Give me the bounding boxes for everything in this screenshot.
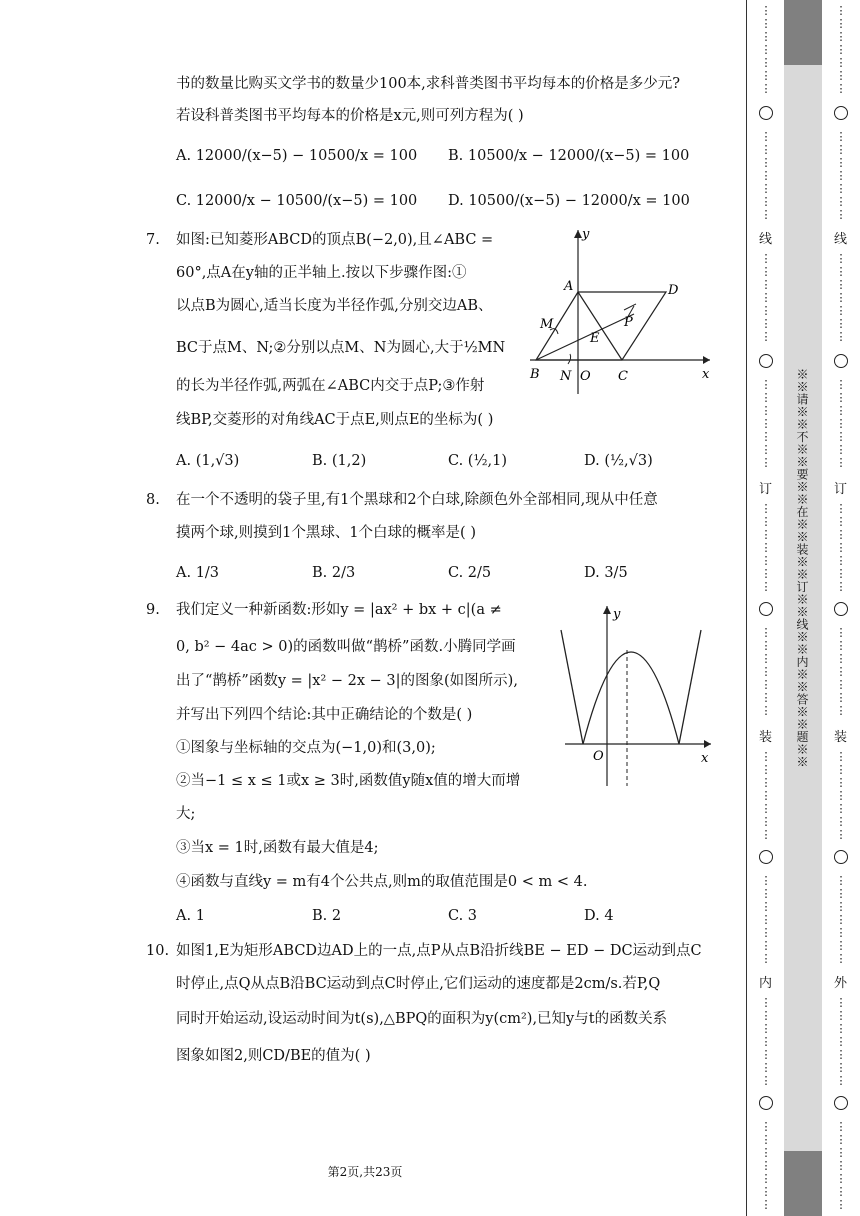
q10-line-4: 图象如图2,则CD/BE的值为( ): [176, 1048, 371, 1064]
label-a: A: [564, 279, 574, 294]
dots-3: ⋮ ⋮ ⋮ ⋮ ⋮ ⋮ ⋮: [760, 252, 772, 343]
q9-line-5: ①图象与坐标轴的交点为(−1,0)和(3,0);: [176, 740, 436, 756]
q10-number: 10.: [146, 943, 170, 959]
circle-mark: [759, 602, 773, 616]
dots-11: ⋮ ⋮ ⋮ ⋮ ⋮ ⋮ ⋮: [835, 4, 847, 95]
dots-19: ⋮ ⋮ ⋮ ⋮ ⋮ ⋮ ⋮: [835, 996, 847, 1087]
dots-5: ⋮ ⋮ ⋮ ⋮ ⋮ ⋮ ⋮: [760, 502, 772, 593]
page-footer: 第2页,共23页: [327, 1165, 403, 1179]
q9-label-y: y: [613, 607, 621, 622]
mark-bind: 装: [759, 730, 773, 745]
circle-mark: [759, 354, 773, 368]
binding-strip-warning: [784, 0, 823, 1216]
dots-7: ⋮ ⋮ ⋮ ⋮ ⋮ ⋮ ⋮: [760, 750, 772, 841]
dots-12: ⋮ ⋮ ⋮ ⋮ ⋮ ⋮ ⋮: [835, 130, 847, 221]
label-o: O: [580, 369, 591, 384]
strip-cap-bottom: [784, 1151, 822, 1216]
dots-20: ⋮ ⋮ ⋮ ⋮ ⋮ ⋮ ⋮: [835, 1120, 847, 1211]
q9-line-3: 出了“鹊桥”函数y = |x² − 2x − 3|的图象(如图所示),: [176, 673, 518, 689]
circle-mark: [759, 850, 773, 864]
mark-bind-outer: 装: [834, 730, 848, 745]
mark-line: 线: [759, 232, 773, 247]
label-d: D: [668, 283, 679, 298]
q7-line-3: 以点B为圆心,适当长度为半径作弧,分别交边AB、: [176, 298, 493, 314]
q6-line-1: 书的数量比购买文学书的数量少100本,求科普类图书平均每本的价格是多少元?: [176, 76, 681, 92]
mark-order-outer: 订: [834, 482, 848, 497]
q7-option-a[interactable]: A. (1,√3): [176, 453, 240, 469]
q9-label-o: O: [593, 749, 604, 764]
quebridge-graph: [555, 600, 715, 790]
mark-order: 订: [759, 482, 773, 497]
mark-inner: 内: [759, 976, 773, 991]
label-m: M: [540, 317, 554, 332]
no-answer-warning: ※※请※※不※※要※※在※※装※※订※※线※※内※※答※※题※※: [795, 368, 809, 768]
q9-option-c[interactable]: C. 3: [448, 908, 478, 924]
dots-6: ⋮ ⋮ ⋮ ⋮ ⋮ ⋮ ⋮: [760, 626, 772, 717]
q7-line-6: 线BP,交菱形的对角线AC于点E,则点E的坐标为( ): [176, 412, 494, 428]
q9-line-2: 0, b² − 4ac > 0)的函数叫做“鹊桥”函数.小腾同学画: [176, 639, 516, 655]
dots-17: ⋮ ⋮ ⋮ ⋮ ⋮ ⋮ ⋮: [835, 750, 847, 841]
q6-option-c[interactable]: C. 12000/x − 10500/(x−5) = 100: [176, 193, 418, 209]
label-y: y: [582, 227, 590, 242]
q9-line-4: 并写出下列四个结论:其中正确结论的个数是( ): [176, 707, 473, 723]
q8-option-b[interactable]: B. 2/3: [312, 565, 356, 581]
circle-mark: [759, 1096, 773, 1110]
circle-mark: [834, 602, 848, 616]
circle-mark: [834, 850, 848, 864]
q10-line-2: 时停止,点Q从点B沿BC运动到点C时停止,它们运动的速度都是2cm/s.若P,Q: [176, 976, 661, 992]
q7-option-d[interactable]: D. (½,√3): [584, 453, 653, 469]
q7-line-2: 60°,点A在y轴的正半轴上.按以下步骤作图:①: [176, 265, 467, 281]
q10-line-1: 如图1,E为矩形ABCD边AD上的一点,点P从点B沿折线BE − ED − DC运动到点C: [176, 943, 702, 959]
q6-option-d[interactable]: D. 10500/(x−5) − 12000/x = 100: [448, 193, 690, 209]
circle-mark: [834, 106, 848, 120]
q7-line-4: BC于点M、N;②分别以点M、N为圆心,大于½MN: [176, 340, 506, 356]
dots-16: ⋮ ⋮ ⋮ ⋮ ⋮ ⋮ ⋮: [835, 626, 847, 717]
q8-option-a[interactable]: A. 1/3: [176, 565, 220, 581]
q8-option-c[interactable]: C. 2/5: [448, 565, 492, 581]
dots-18: ⋮ ⋮ ⋮ ⋮ ⋮ ⋮ ⋮: [835, 874, 847, 965]
q9-option-d[interactable]: D. 4: [584, 908, 614, 924]
label-n: N: [560, 369, 572, 384]
q9-line-9: ④函数与直线y = m有4个公共点,则m的取值范围是0 < m < 4.: [176, 874, 588, 890]
circle-mark: [834, 1096, 848, 1110]
dots-8: ⋮ ⋮ ⋮ ⋮ ⋮ ⋮ ⋮: [760, 874, 772, 965]
label-b: B: [530, 367, 540, 382]
label-x: x: [702, 367, 710, 382]
q8-line-1: 在一个不透明的袋子里,有1个黑球和2个白球,除颜色外全部相同,现从中任意: [176, 492, 658, 508]
binding-strip-outer: [822, 0, 860, 1216]
binding-strip-inner: [746, 0, 786, 1216]
q9-line-8: ③当x = 1时,函数有最大值是4;: [176, 840, 379, 856]
dots-14: ⋮ ⋮ ⋮ ⋮ ⋮ ⋮ ⋮: [835, 378, 847, 469]
label-c: C: [618, 369, 628, 384]
mark-line-outer: 线: [834, 232, 848, 247]
dots-4: ⋮ ⋮ ⋮ ⋮ ⋮ ⋮ ⋮: [760, 378, 772, 469]
q6-line-2: 若设科普类图书平均每本的价格是x元,则可列方程为( ): [176, 108, 524, 124]
mark-outer: 外: [834, 976, 848, 991]
label-p: P: [624, 315, 633, 330]
rhombus-figure: [520, 226, 720, 396]
q6-option-b[interactable]: B. 10500/x − 12000/(x−5) = 100: [448, 148, 690, 164]
dots-15: ⋮ ⋮ ⋮ ⋮ ⋮ ⋮ ⋮: [835, 502, 847, 593]
q7-number: 7.: [146, 232, 160, 248]
dots-1: ⋮ ⋮ ⋮ ⋮ ⋮ ⋮ ⋮: [760, 4, 772, 95]
strip-cap-top: [784, 0, 822, 65]
q8-option-d[interactable]: D. 3/5: [584, 565, 628, 581]
q9-line-1: 我们定义一种新函数:形如y = |ax² + bx + c|(a ≠: [176, 602, 502, 618]
q9-line-6: ②当−1 ≤ x ≤ 1或x ≥ 3时,函数值y随x值的增大而增: [176, 773, 521, 789]
q8-number: 8.: [146, 492, 160, 508]
label-e: E: [590, 331, 600, 346]
q9-option-a[interactable]: A. 1: [176, 908, 205, 924]
q9-line-7: 大;: [176, 806, 196, 822]
q7-line-5: 的长为半径作弧,两弧在∠ABC内交于点P;③作射: [176, 378, 485, 394]
dots-9: ⋮ ⋮ ⋮ ⋮ ⋮ ⋮ ⋮: [760, 996, 772, 1087]
dots-10: ⋮ ⋮ ⋮ ⋮ ⋮ ⋮ ⋮: [760, 1120, 772, 1211]
q7-option-b[interactable]: B. (1,2): [312, 453, 367, 469]
q9-number: 9.: [146, 602, 160, 618]
q10-line-3: 同时开始运动,设运动时间为t(s),△BPQ的面积为y(cm²),已知y与t的函数关系: [176, 1011, 668, 1027]
q8-line-2: 摸两个球,则摸到1个黑球、1个白球的概率是( ): [176, 525, 476, 541]
dots-13: ⋮ ⋮ ⋮ ⋮ ⋮ ⋮ ⋮: [835, 252, 847, 343]
circle-mark: [834, 354, 848, 368]
circle-mark: [759, 106, 773, 120]
q9-label-x: x: [701, 751, 709, 766]
q7-option-c[interactable]: C. (½,1): [448, 453, 507, 469]
q9-option-b[interactable]: B. 2: [312, 908, 342, 924]
q6-option-a[interactable]: A. 12000/(x−5) − 10500/x = 100: [176, 148, 418, 164]
dots-2: ⋮ ⋮ ⋮ ⋮ ⋮ ⋮ ⋮: [760, 130, 772, 221]
q7-line-1: 如图:已知菱形ABCD的顶点B(−2,0),且∠ABC =: [176, 232, 494, 248]
